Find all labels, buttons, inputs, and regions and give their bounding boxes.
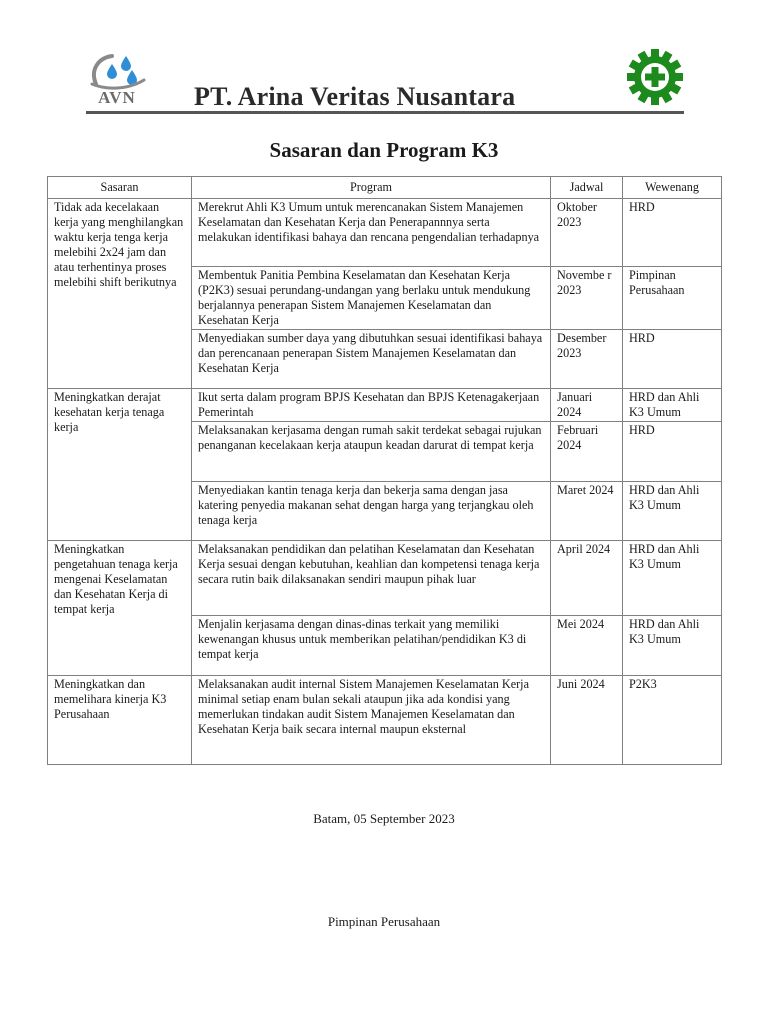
- table-row: [48, 389, 722, 422]
- wewenang-cell: P2K3: [623, 676, 722, 765]
- program-cell: Melaksanakan kerjasama dengan rumah sakit terdekat sebagai rujukan penanganan kecelakaan kerja ataupun keadan darurat di tempat kerja: [192, 422, 551, 482]
- column-header-program: Program: [192, 177, 551, 199]
- jadwal-cell: Maret 2024: [551, 482, 623, 541]
- program-cell: Menyediakan kantin tenaga kerja dan bekerja sama dengan jasa katering penyedia makanan sehat dengan harga yang terjangkau oleh tenaga kerja: [192, 482, 551, 541]
- wewenang-cell: HRD dan Ahli K3 Umum: [623, 541, 722, 616]
- jadwal-cell: Mei 2024: [551, 616, 623, 676]
- signatory-title: Pimpinan Perusahaan: [327, 914, 441, 929]
- wewenang-cell: HRD dan Ahli K3 Umum: [623, 389, 722, 422]
- k3-program-table: [47, 176, 722, 765]
- column-header-sasaran: Sasaran: [48, 177, 192, 199]
- document-title: Sasaran dan Program K3: [269, 138, 499, 162]
- letterhead: [0, 0, 768, 118]
- column-header-jadwal: Jadwal: [551, 177, 623, 199]
- sasaran-cell: Meningkatkan derajat kesehatan kerja tenaga kerja: [48, 389, 192, 541]
- program-cell: Melaksanakan audit internal Sistem Manajemen Keselamatan Kerja minimal setiap enam bulan sekali ataupun jika ada kondisi yang memerlukan tindakan audit Sistem Manajemen Keselamatan dan Kesehatan Kerja baik secara internal maupun eksternal: [192, 676, 551, 765]
- jadwal-cell: Juni 2024: [551, 676, 623, 765]
- jadwal-cell: Februari 2024: [551, 422, 623, 482]
- company-name: PT. Arina Veritas Nusantara: [194, 82, 516, 111]
- header-divider: [86, 111, 684, 114]
- wewenang-cell: Pimpinan Perusahaan: [623, 267, 722, 330]
- table-row: [48, 541, 722, 616]
- wewenang-cell: HRD: [623, 199, 722, 267]
- table-row: [48, 199, 722, 267]
- jadwal-cell: Oktober 2023: [551, 199, 623, 267]
- program-cell: Ikut serta dalam program BPJS Kesehatan dan BPJS Ketenagakerjaan Pemerintah: [192, 389, 551, 422]
- jadwal-cell: Novembe r 2023: [551, 267, 623, 330]
- sasaran-cell: Meningkatkan dan memelihara kinerja K3 Perusahaan: [48, 676, 192, 765]
- program-cell: Membentuk Panitia Pembina Keselamatan dan Kesehatan Kerja (P2K3) sesuai perundang-undangan yang berlaku untuk mendukung berjalannya penerapan Sistem Manajemen Keselamatan dan Kesehatan Kerja: [192, 267, 551, 330]
- wewenang-cell: HRD dan Ahli K3 Umum: [623, 482, 722, 541]
- wewenang-cell: HRD: [623, 330, 722, 389]
- sasaran-cell: Tidak ada kecelakaan kerja yang menghilangkan waktu kerja tenga kerja melebihi 2x24 jam dan atau terhentinya proses melebihi shift berikutnya: [48, 199, 192, 389]
- jadwal-cell: April 2024: [551, 541, 623, 616]
- wewenang-cell: HRD: [623, 422, 722, 482]
- program-cell: Menyediakan sumber daya yang dibutuhkan sesuai identifikasi bahaya dan perencanaan penerapan Sistem Manajemen Keselamatan dan Kesehatan Kerja: [192, 330, 551, 389]
- jadwal-cell: Desember 2023: [551, 330, 623, 389]
- program-cell: Merekrut Ahli K3 Umum untuk merencanakan Sistem Manajemen Keselamatan dan Kesehatan Kerja dan Penerapannnya serta melakukan identifikasi bahaya dan rencana pengendalian terhadapnya: [192, 199, 551, 267]
- place-and-date: Batam, 05 September 2023: [313, 811, 455, 826]
- wewenang-cell: HRD dan Ahli K3 Umum: [623, 616, 722, 676]
- program-cell: Menjalin kerjasama dengan dinas-dinas terkait yang memiliki kewenangan khusus untuk memberikan pelatihan/pendidikan K3 di tempat kerja: [192, 616, 551, 676]
- water-drops-icon: [82, 50, 152, 90]
- table-header-row: [48, 177, 722, 199]
- sasaran-cell: Meningkatkan pengetahuan tenaga kerja mengenai Keselamatan dan Kesehatan Kerja di tempat kerja: [48, 541, 192, 676]
- program-cell: Melaksanakan pendidikan dan pelatihan Keselamatan dan Kesehatan Kerja sesuai dengan kebutuhan, keahlian dan kompetensi tenaga kerja secara rutin baik dilaksanakan sendiri maupun pihak luar: [192, 541, 551, 616]
- company-logo: [82, 50, 152, 108]
- logo-text: AVN: [98, 88, 136, 107]
- jadwal-cell: Januari 2024: [551, 389, 623, 422]
- k3-safety-gear-icon: [626, 48, 684, 106]
- column-header-wewenang: Wewenang: [623, 177, 722, 199]
- table-row: [48, 676, 722, 765]
